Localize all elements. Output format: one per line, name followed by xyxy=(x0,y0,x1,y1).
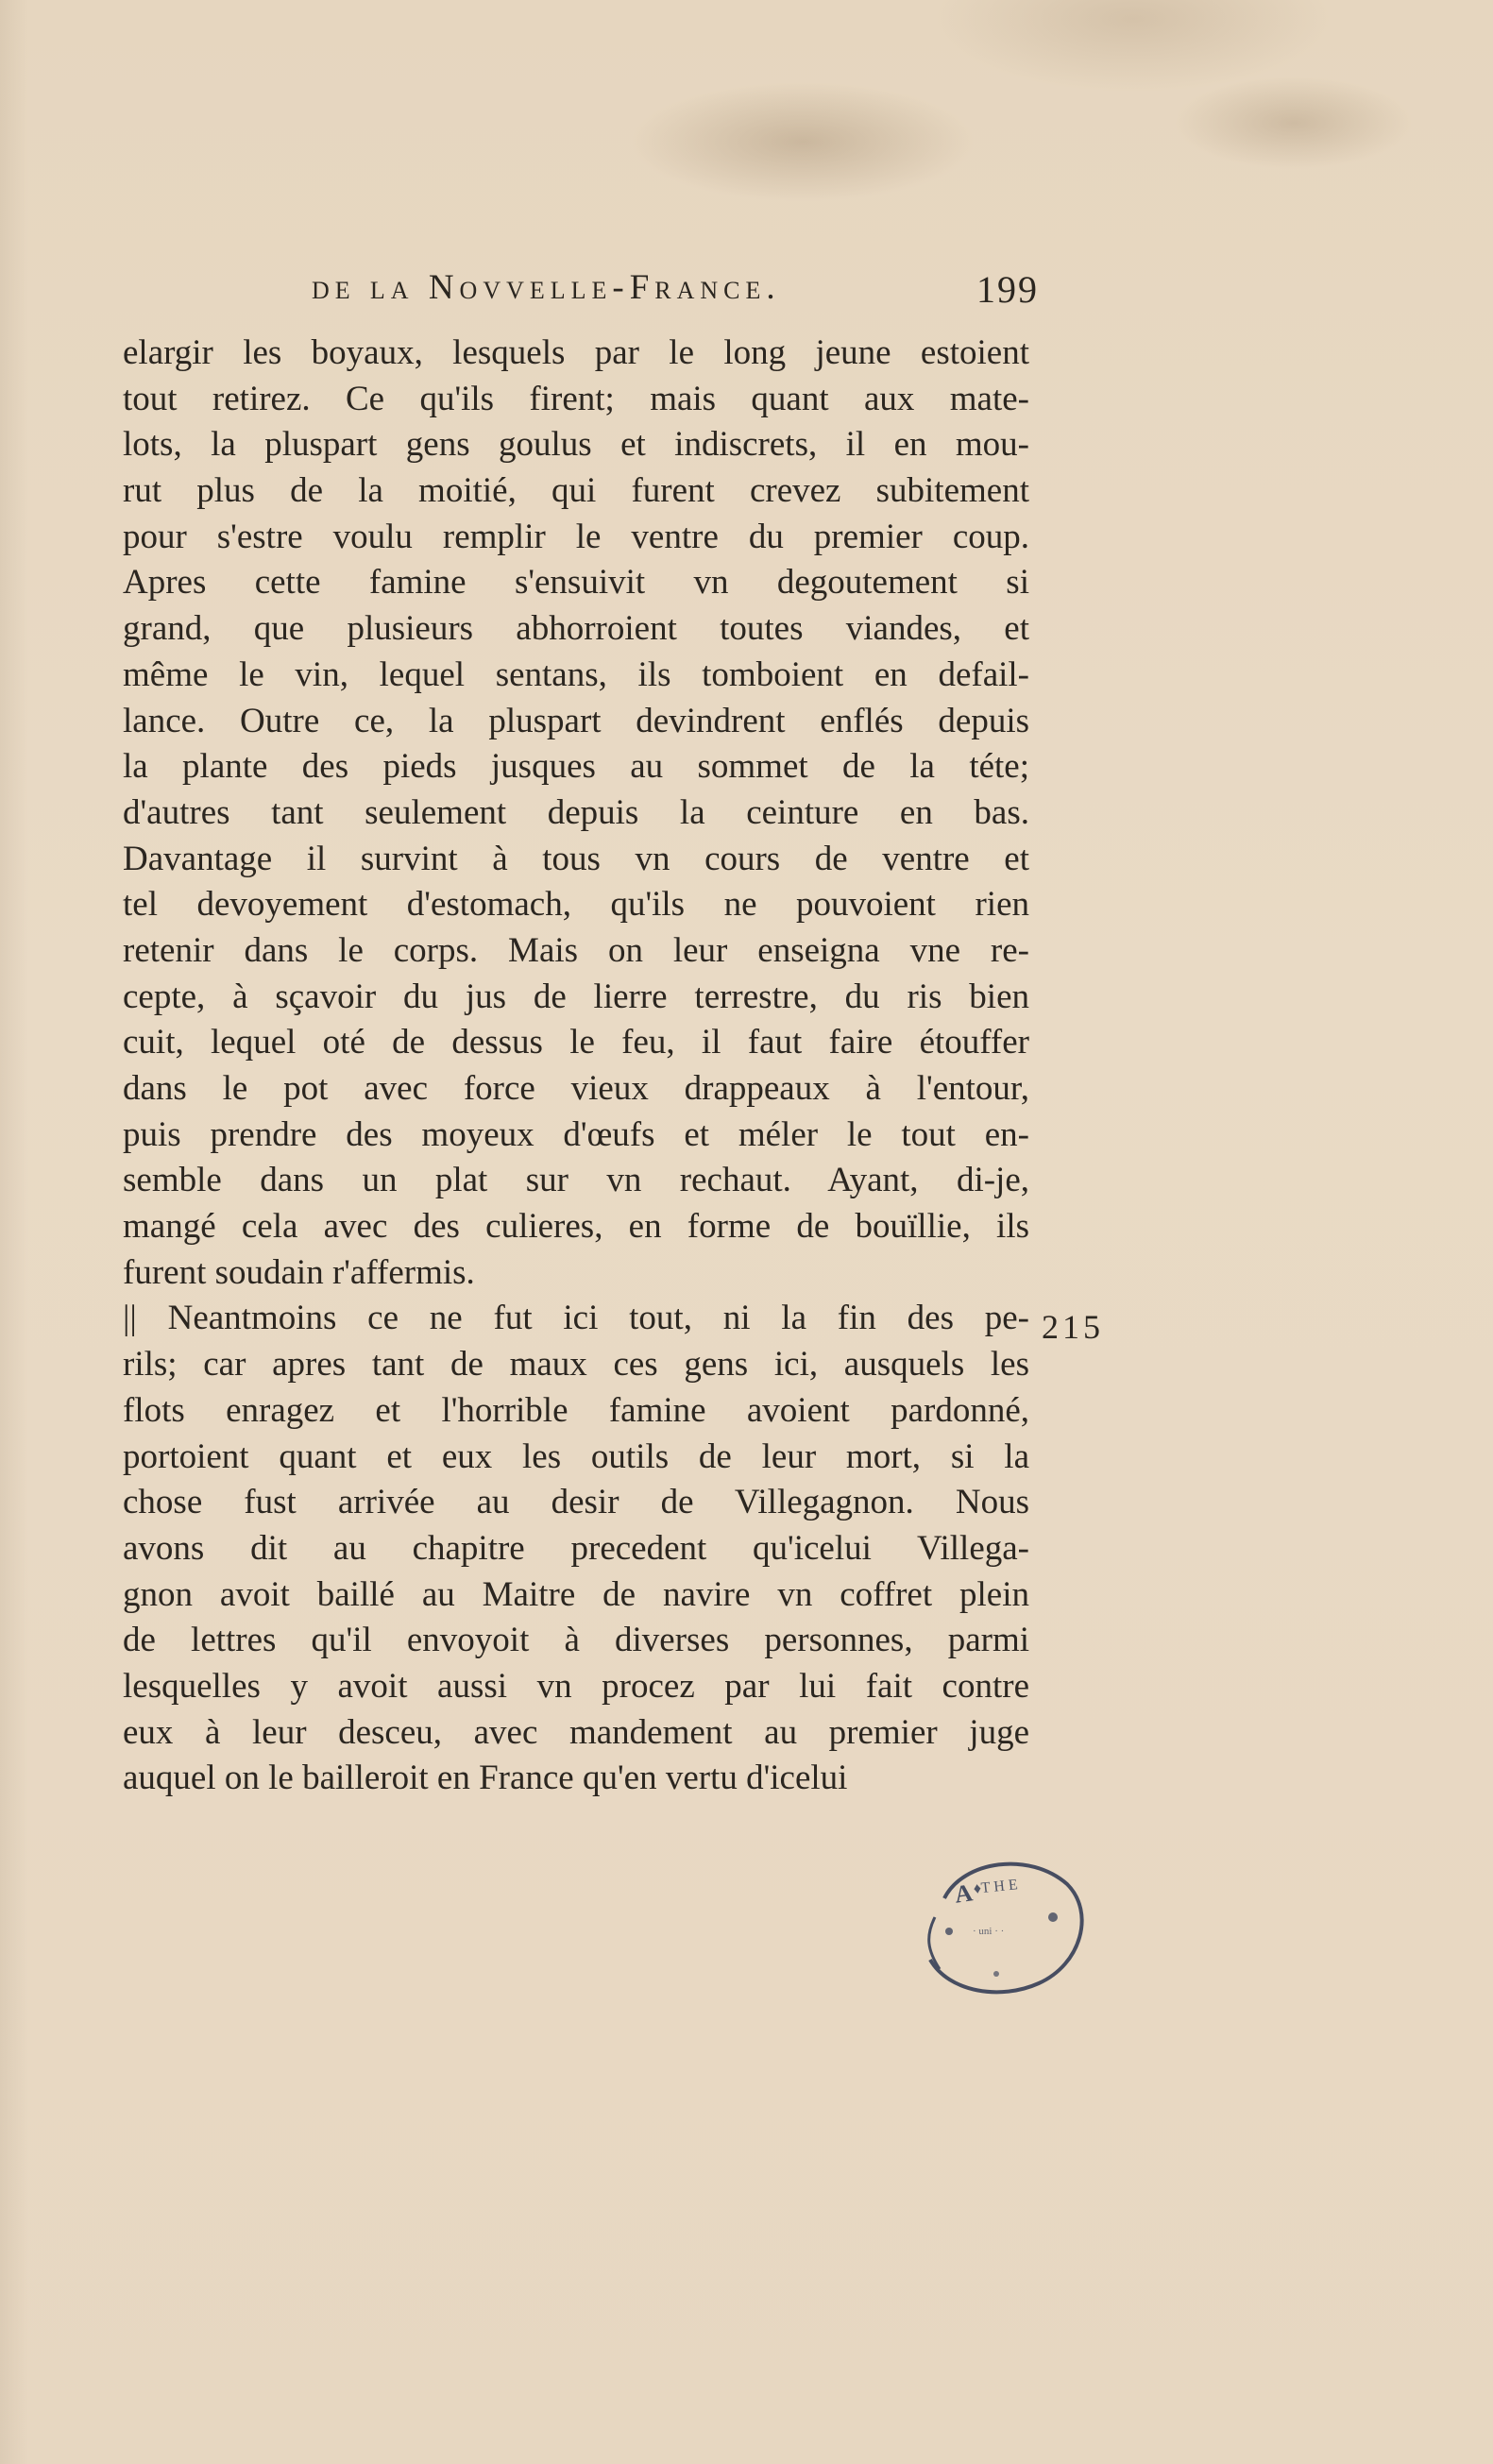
text-line: grand, que plusieurs abhorroient toutes viandes, et xyxy=(123,609,1029,649)
text-line: tel devoyement d'estomach, qu'ils ne pouvoient rien xyxy=(123,885,1029,925)
svg-text:♦T H E: ♦T H E xyxy=(972,1877,1019,1897)
svg-text:· uni · ·: · uni · · xyxy=(973,1926,1005,1937)
running-head-title: de la Novvelle-France. xyxy=(312,268,781,307)
text-line: de lettres qu'il envoyoit à diverses personnes, parmi xyxy=(123,1621,1029,1660)
running-head xyxy=(312,267,1039,314)
text-line: semble dans un plat sur vn rechaut. Ayant, di-je, xyxy=(123,1161,1029,1200)
svg-text:A: A xyxy=(952,1878,975,1909)
text-line: rut plus de la moitié, qui furent crevez subitement xyxy=(123,471,1029,511)
margin-page-reference: 215 xyxy=(1042,1308,1104,1346)
text-line: Davantage il survint à tous vn cours de ventre et xyxy=(123,839,1029,878)
page-number: 199 xyxy=(976,268,1039,311)
text-line: Apres cette famine s'ensuivit vn degoutement si xyxy=(123,563,1029,603)
text-line: puis prendre des moyeux d'œufs et méler le tout en- xyxy=(123,1114,1029,1154)
text-line: || Neantmoins ce ne fut ici tout, ni la fin des pe- xyxy=(123,1299,1029,1338)
text-line: auquel on le bailleroit en France qu'en vertu d'icelui xyxy=(123,1759,848,1798)
text-line: mangé cela avec des culieres, en forme de bouïllie, ils xyxy=(123,1207,1029,1247)
text-line: pour s'estre voulu remplir le ventre du premier coup. xyxy=(123,517,1029,556)
library-stamp xyxy=(907,1842,1095,2002)
text-line: lesquelles y avoit aussi vn procez par lui fait contre xyxy=(123,1666,1029,1706)
text-line: retenir dans le corps. Mais on leur enseigna vne re- xyxy=(123,930,1029,970)
text-line: eux à leur desceu, avec mandement au premier juge xyxy=(123,1712,1029,1752)
text-line: tout retirez. Ce qu'ils firent; mais quant aux mate- xyxy=(123,379,1029,418)
text-line: elargir les boyaux, lesquels par le long jeune estoient xyxy=(123,333,1029,372)
text-line: lots, la pluspart gens goulus et indiscrets, il en mou- xyxy=(123,425,1029,465)
text-line: cepte, à sçavoir du jus de lierre terrestre, du ris bien xyxy=(123,977,1029,1016)
text-line: portoient quant et eux les outils de leur mort, si la xyxy=(123,1436,1029,1476)
text-line: la plante des pieds jusques au sommet de la téte; xyxy=(123,747,1029,787)
text-line: lance. Outre ce, la pluspart devindrent enflés depuis xyxy=(123,701,1029,740)
text-line: gnon avoit baillé au Maitre de navire vn coffret plein xyxy=(123,1574,1029,1614)
text-line: avons dit au chapitre precedent qu'icelui Villega- xyxy=(123,1528,1029,1568)
text-line: chose fust arrivée au desir de Villegagnon. Nous xyxy=(123,1483,1029,1522)
body-text xyxy=(123,331,1029,1802)
text-line: rils; car apres tant de maux ces gens ici, ausquels les xyxy=(123,1345,1029,1385)
text-line: d'autres tant seulement depuis la ceinture en bas. xyxy=(123,792,1029,832)
text-line: même le vin, lequel sentans, ils tomboient en defail- xyxy=(123,654,1029,694)
text-line: dans le pot avec force vieux drappeaux à l'entour, xyxy=(123,1069,1029,1108)
text-line: cuit, lequel oté de dessus le feu, il faut faire étouffer xyxy=(123,1023,1029,1062)
text-line: furent soudain r'affermis. xyxy=(123,1252,475,1292)
text-line: flots enragez et l'horrible famine avoient pardonné, xyxy=(123,1390,1029,1430)
